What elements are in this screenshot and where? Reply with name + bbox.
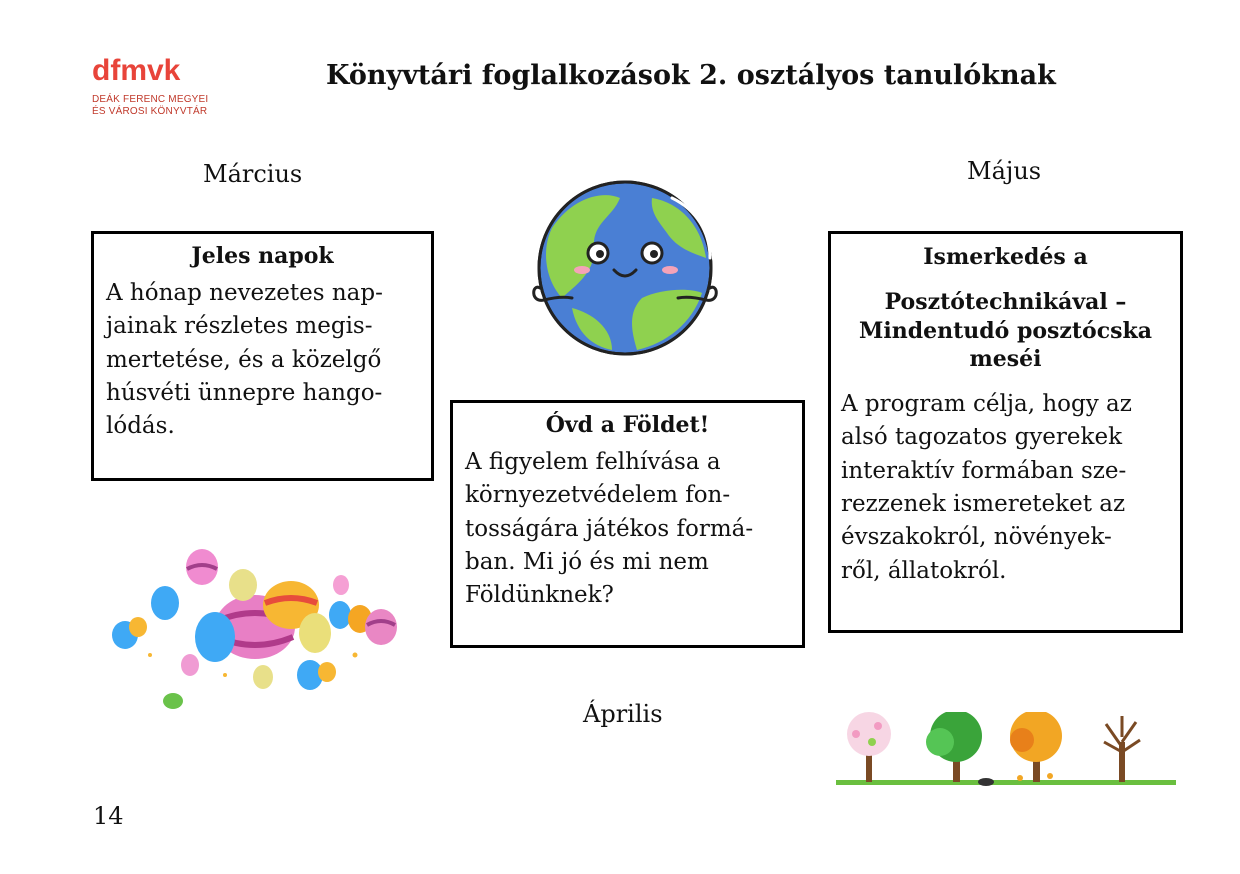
logo-line-1: DEÁK FERENC MEGYEI — [92, 94, 209, 105]
logo-mark-text: dfmvk — [92, 56, 181, 86]
card-body-line: A hónap nevezetes nap- — [106, 280, 383, 306]
card-body-line: évszakokról, növények- — [841, 524, 1112, 551]
card-title-line: Posztótechnikával – — [884, 289, 1127, 316]
page-title: Könyvtári foglalkozások 2. osztályos tanulóknak — [326, 60, 1056, 91]
seasonal-trees-illustration — [836, 712, 1176, 796]
month-label-right: Május — [967, 157, 1042, 185]
card-body-line: A program célja, hogy az — [841, 390, 1132, 417]
page-number: 14 — [93, 802, 124, 830]
card-body-line: A figyelem felhívása a — [465, 449, 721, 475]
card-body-line: jainak részletes megis- — [106, 313, 373, 340]
card-body — [841, 388, 1170, 588]
card-body-line: ban. Mi jó és mi nem — [465, 549, 709, 576]
card-body-line: interaktív formában sze- — [841, 457, 1127, 484]
card-title-line: Ismerkedés a — [923, 244, 1088, 270]
card-body-line: mertetése, és a közelgő — [106, 346, 382, 373]
card-ovd-a-foldet — [450, 400, 805, 648]
card-body-line: alsó tagozatos gyerekek — [841, 424, 1123, 451]
card-body-line: lódás. — [106, 413, 175, 440]
card-body-line: húsvéti ünnepre hango- — [106, 380, 383, 407]
logo-line-2: ÉS VÁROSI KÖNYVTÁR — [92, 106, 208, 117]
card-body — [465, 446, 790, 613]
card-body-line: tosságára játékos formá- — [465, 515, 754, 542]
card-posztotechnika — [828, 231, 1183, 633]
card-title: Óvd a Földet! — [545, 412, 710, 438]
earth-illustration — [532, 178, 718, 362]
card-body-line: Földünknek? — [465, 582, 614, 609]
card-body-line: rezzenek ismereteket az — [841, 490, 1126, 517]
easter-eggs-illustration — [105, 545, 405, 714]
month-label-left: Március — [203, 160, 303, 188]
card-body-line: környezetvédelem fon- — [465, 482, 731, 509]
library-logo — [92, 56, 204, 90]
card-jeles-napok — [91, 231, 434, 481]
logo-mark — [92, 56, 204, 86]
card-body — [106, 277, 419, 444]
month-label-middle: Április — [583, 700, 663, 728]
card-title-line: Mindentudó posztócska — [858, 317, 1152, 344]
card-title-line: meséi — [969, 346, 1042, 373]
card-body-line: ről, állatokról. — [841, 557, 1007, 584]
card-title: Jeles napok — [191, 243, 334, 269]
